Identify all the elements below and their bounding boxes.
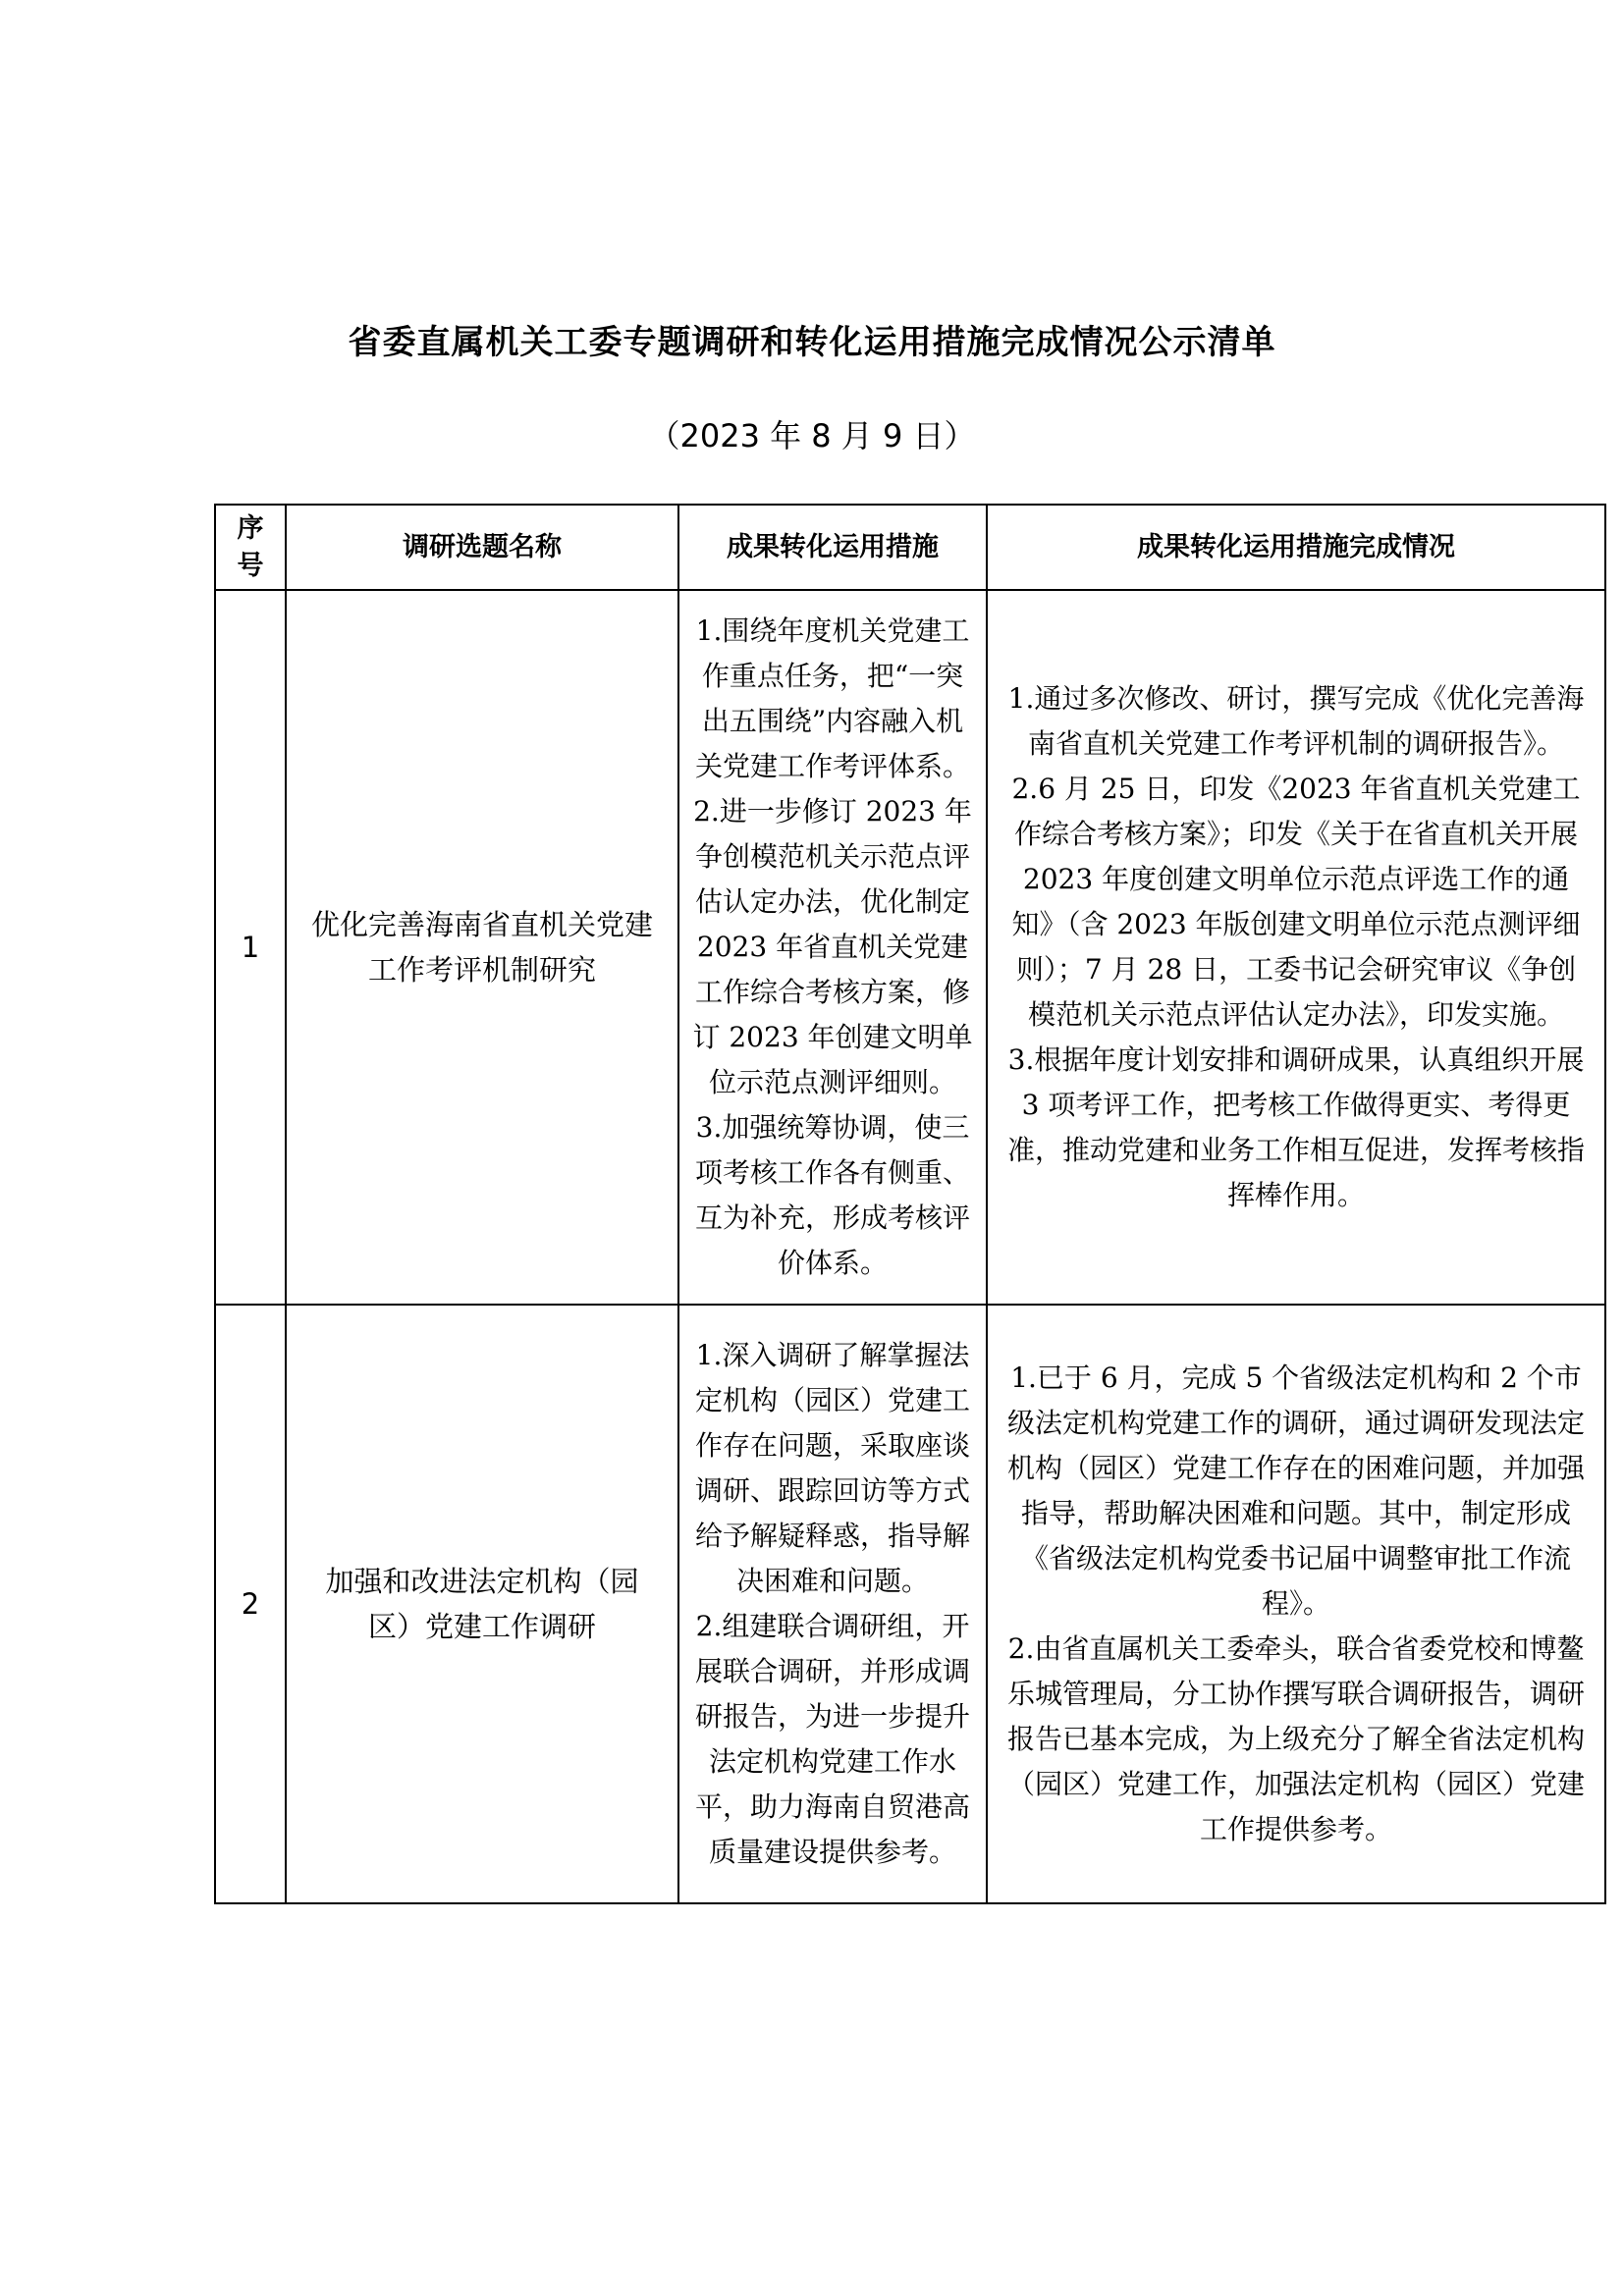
status-item: 1.已于 6 月，完成 5 个省级法定机构和 2 个市级法定机构党建工作的调研，通过调研发现法定机构（园区）党建工作存在的困难问题，并加强指导，帮助解决困难和问题。其中，制定形成《省级法定机构党委书记届中调整审批工作流程》。 bbox=[1006, 1362, 1585, 1620]
document-title: 省委直属机关工委专题调研和转化运用措施完成情况公示清单 bbox=[348, 323, 1276, 362]
measure-item: 2.组建联合调研组，开展联合调研，并形成调研报告，为进一步提升法定机构党建工作水平，助力海南自贸港高质量建设提供参考。 bbox=[694, 1610, 970, 1868]
header-no bbox=[215, 505, 286, 590]
measures-cell bbox=[678, 590, 987, 1305]
table-header-row bbox=[215, 505, 1605, 590]
measure-item: 2.进一步修订 2023 年争创模范机关示范点评估认定办法，优化制定 2023 年省直机关党建工作综合考核方案，修订 2023 年创建文明单位示范点测评细则。 bbox=[692, 795, 973, 1098]
topic-cell: 加强和改进法定机构（园区）党建工作调研 bbox=[286, 1305, 678, 1903]
measure-item: 1.围绕年度机关党建工作重点任务，把“一突出五围绕”内容融入机关党建工作考评体系。 bbox=[694, 614, 970, 782]
status-item: 2.6 月 25 日，印发《2023 年省直机关党建工作综合考核方案》；印发《关于在省直机关开展 2023 年度创建文明单位示范点评选工作的通知》（含 2023 年版创建文明单位示范点测评细则）；7 月 28 日，工委书记会研究审议《争创模范机关示范点评估认定办法》，印发实施。 bbox=[1011, 773, 1581, 1031]
header-measures: 成果转化运用措施 bbox=[678, 505, 987, 590]
header-status: 成果转化运用措施完成情况 bbox=[987, 505, 1605, 590]
status-item: 1.通过多次修改、研讨，撰写完成《优化完善海南省直机关党建工作考评机制的调研报告》。 bbox=[1007, 682, 1585, 760]
status-item: 3.根据年度计划安排和调研成果，认真组织开展 3 项考评工作，把考核工作做得更实、考得更准，推动党建和业务工作相互促进，发挥考核指挥棒作用。 bbox=[1006, 1043, 1585, 1211]
status-cell bbox=[987, 590, 1605, 1305]
measure-item: 3.加强统筹协调，使三项考核工作各有侧重、互为补充，形成考核评价体系。 bbox=[694, 1111, 970, 1279]
header-topic: 调研选题名称 bbox=[286, 505, 678, 590]
document-date: （2023 年 8 月 9 日） bbox=[648, 417, 976, 454]
disclosure-table bbox=[214, 504, 1606, 1904]
table-row bbox=[215, 1305, 1605, 1903]
status-cell bbox=[987, 1305, 1605, 1903]
measure-item: 1.深入调研了解掌握法定机构（园区）党建工作存在问题，采取座谈调研、跟踪回访等方式给予解疑释惑，指导解决困难和问题。 bbox=[694, 1339, 970, 1597]
row-number: 2 bbox=[215, 1305, 286, 1903]
status-item: 2.由省直属机关工委牵头，联合省委党校和博鳌乐城管理局，分工协作撰写联合调研报告，调研报告已基本完成，为上级充分了解全省法定机构（园区）党建工作，加强法定机构（园区）党建工作提供参考。 bbox=[1006, 1632, 1585, 1845]
table-row bbox=[215, 590, 1605, 1305]
topic-cell: 优化完善海南省直机关党建工作考评机制研究 bbox=[286, 590, 678, 1305]
header-no-label: 序号 bbox=[237, 512, 264, 581]
measures-cell bbox=[678, 1305, 987, 1903]
row-number: 1 bbox=[215, 590, 286, 1305]
